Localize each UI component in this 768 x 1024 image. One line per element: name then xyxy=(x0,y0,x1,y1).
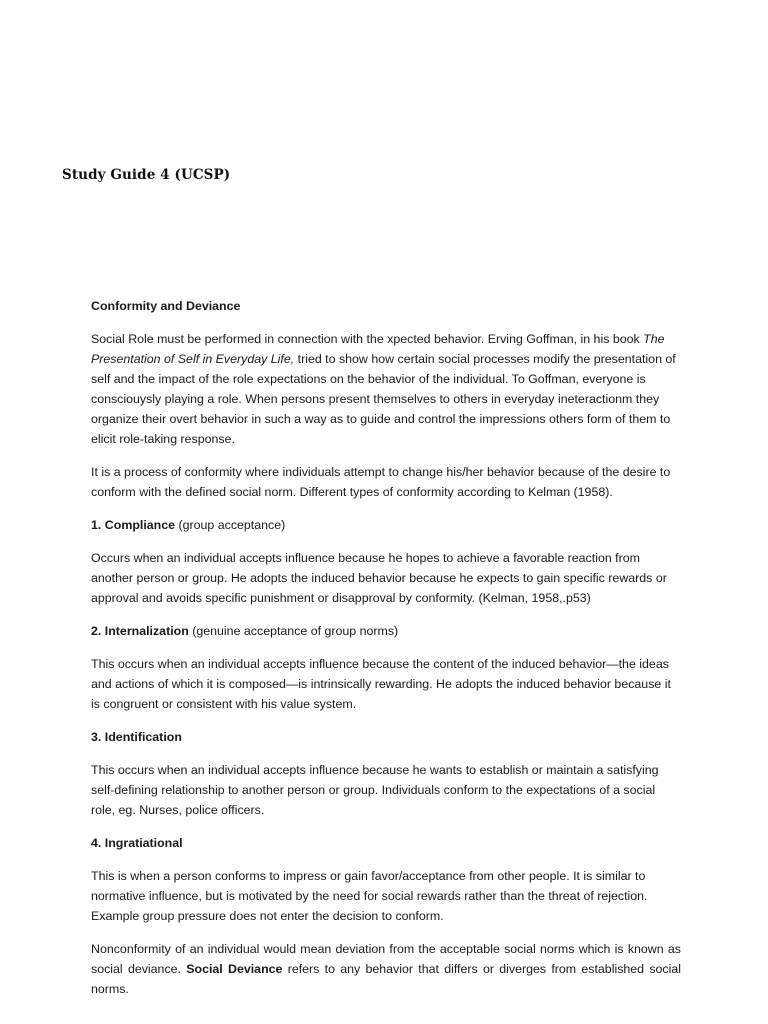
document-title: Study Guide 4 (UCSP) xyxy=(62,167,231,183)
type-qualifier: (genuine acceptance of group norms) xyxy=(188,624,399,638)
type-heading-identification xyxy=(91,727,681,747)
type-number: 1. xyxy=(91,518,102,532)
type-heading-ingratiational xyxy=(91,833,681,853)
type-qualifier: (group acceptance) xyxy=(175,518,286,532)
closing-paragraph xyxy=(91,939,681,999)
type-heading-internalization xyxy=(91,621,681,641)
type-number: 2. xyxy=(91,624,102,638)
key-term: Social Deviance xyxy=(186,962,283,976)
type-number: 4. xyxy=(91,836,102,850)
type-name: Compliance xyxy=(104,518,176,532)
type-name: Ingratiational xyxy=(104,836,183,850)
type-number: 3. xyxy=(91,730,102,744)
closing-text-start: Nonconformity of an individual would mean deviation from the acceptable social norms which is known as social deviance. xyxy=(91,942,681,976)
intro-paragraph xyxy=(91,329,681,449)
intro-text-end: tried to show how certain social processes modify the presentation of self and the impact of the role expectations on the behavior of the individual. To Goffman, everyone is consciouysly playing a role. When persons present themselves to others in everyday ineteractionm they organize their overt behavior in such a way as to guide and control the impressions others form of them to elicit role-taking response. xyxy=(91,352,676,446)
section-heading: Conformity and Deviance xyxy=(91,299,241,313)
type-name: Internalization xyxy=(104,624,189,638)
book-title: The Presentation of Self in Everyday Life, xyxy=(91,332,665,366)
intro-text-start: Social Role must be performed in connection with the xpected behavior. Erving Goffman, in his book xyxy=(91,332,644,346)
type-description-internalization: This occurs when an individual accepts influence because the content of the induced behavior—the ideas and actions of which it is composed—is intrinsically rewarding. He adopts the induced behavior because it is congruent or consistent with his value system. xyxy=(91,657,671,711)
type-description-ingratiational: This is when a person conforms to impress or gain favor/acceptance from other people. It is similar to normative influence, but is motivated by the need for social rewards rather than the threat of rejection. Example group pressure does not enter the decision to conform. xyxy=(91,869,648,923)
type-description-compliance: Occurs when an individual accepts influence because he hopes to achieve a favorable reaction from another person or group. He adopts the induced behavior because he expects to gain specific rewards or approval and avoids specific punishment or disapproval by conformity. (Kelman, 1958,.p53) xyxy=(91,551,667,605)
type-description-identification: This occurs when an individual accepts influence because he wants to establish or maintain a satisfying self-defining relationship to another person or group. Individuals conform to the expectations of a social role, eg. Nurses, police officers. xyxy=(91,763,659,817)
type-name: Identification xyxy=(104,730,182,744)
process-paragraph: It is a process of conformity where individuals attempt to change his/her behavior because of the desire to conform with the defined social norm. Different types of conformity according to Kelman (1958). xyxy=(91,465,671,499)
type-heading-compliance xyxy=(91,515,681,535)
closing-text-end: refers to any behavior that differs or diverges from established social norms. xyxy=(91,962,682,996)
document-body xyxy=(91,296,681,1012)
